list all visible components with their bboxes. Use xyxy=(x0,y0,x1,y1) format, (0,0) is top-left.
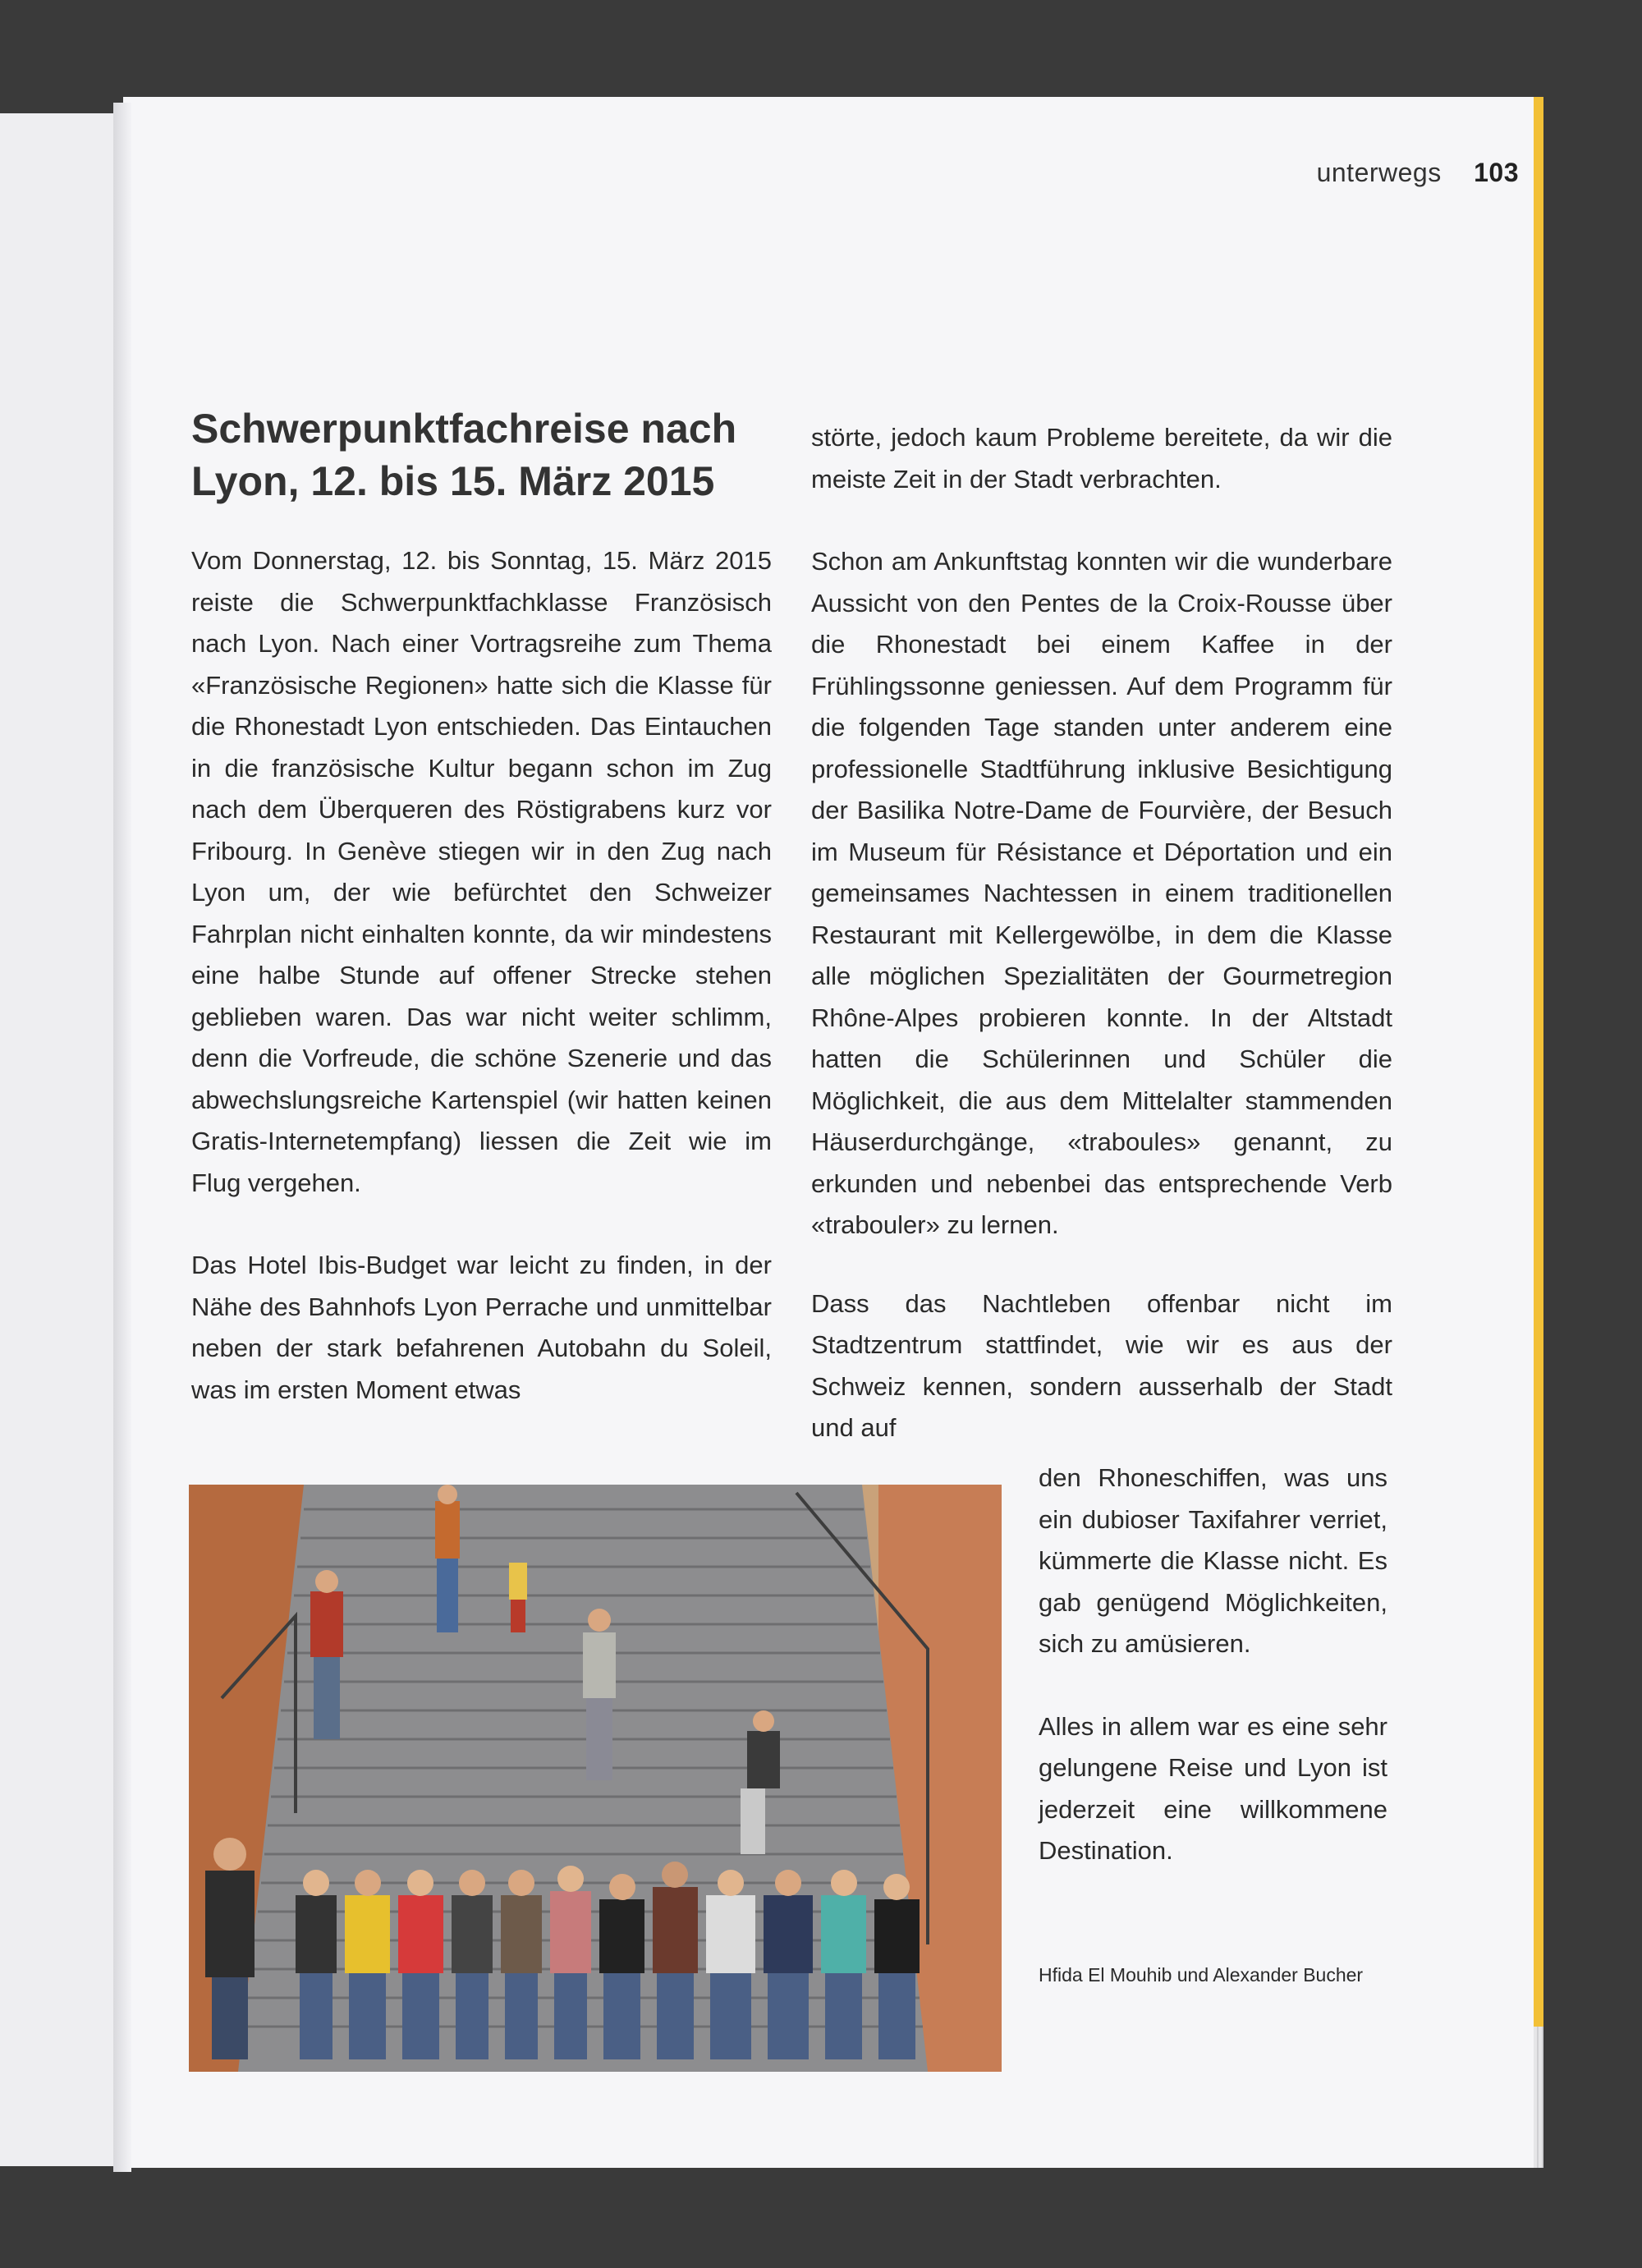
paragraph: Vom Donnerstag, 12. bis Sonntag, 15. März 2015 reiste die Schwerpunktfachklasse Französisch nach Lyon. Nach einer Vortragsreihe zum Thema «Französische Regionen» hatte sich die Klasse für die Rhonestadt Lyon entschieden. Das Eintauchen in die französische Kultur begann schon im Zug nach dem Überqueren des Röstigrabens kurz vor Fribourg. In Genève stiegen wir in den Zug nach Lyon um, der wie befürchtet den Schweizer Fahrplan nicht einhalten konnte, da wir mindestens eine halbe Stunde auf offener Strecke stehen geblieben waren. Das war nicht weiter schlimm, denn die Vorfreude, die schöne Szenerie und das abwechslungsreiche Kartenspiel (wir hatten keinen Gratis-Internetempfang) liessen die Zeit wie im Flug vergehen. xyxy=(191,546,772,1197)
group-photo xyxy=(189,1485,1002,2072)
article-title xyxy=(191,402,782,507)
running-head xyxy=(1317,158,1519,188)
book-spine xyxy=(113,103,131,2172)
paragraph: Alles in allem war es eine sehr gelungene Reise und Lyon ist jederzeit eine willkommene Destination. xyxy=(1039,1711,1387,1865)
left-column xyxy=(191,540,772,1411)
title-line-2: Lyon, 12. bis 15. März 2015 xyxy=(191,458,715,504)
paragraph: störte, jedoch kaum Probleme bereitete, da wir die meiste Zeit in der Stadt verbrachten. xyxy=(811,423,1392,494)
page-number: 103 xyxy=(1474,158,1519,187)
paragraph: Dass das Nachtleben offenbar nicht im Stadtzentrum stattfindet, wie wir es aus der Schweiz kennen, sondern ausserhalb der Stadt und auf xyxy=(811,1288,1392,1442)
paragraph: Das Hotel Ibis-Budget war leicht zu finden, in der Nähe des Bahnhofs Lyon Perrache und unmittelbar neben der stark befahrenen Autobahn du Soleil, was im ersten Moment etwas xyxy=(191,1251,772,1404)
section-label: unterwegs xyxy=(1316,158,1442,187)
wrapped-column xyxy=(1039,1458,1387,1872)
left-page-edge xyxy=(0,113,123,2166)
paragraph: Schon am Ankunftstag konnten wir die wunderbare Aussicht von den Pentes de la Croix-Rousse über die Rhonestadt bei einem Kaffee in der Frühlingssonne geniessen. Auf dem Programm für die folgenden Tage standen unter anderem eine professionelle Stadtführung inklusive Besichtigung der Basilika Notre-Dame de Fourvière, der Besuch im Museum für Résistance et Déportation und ein gemeinsames Nachtessen in einem traditionellen Restaurant mit Kellergewölbe, in dem die Klasse alle möglichen Spezialitäten der Gourmetregion Rhône-Alpes probieren konnte. In der Altstadt hatten die Schülerinnen und Schüler die Möglichkeit, die aus dem Mittelalter stammenden Häuserdurchgänge, «traboules» genannt, zu erkunden und nebenbei das entsprechende Verb «trabouler» zu lernen. xyxy=(811,547,1392,1239)
right-column xyxy=(811,417,1392,1449)
title-line-1: Schwerpunktfachreise nach xyxy=(191,406,737,452)
paragraph: den Rhoneschiffen, was uns ein dubioser Taxifahrer verriet, kümmerte die Klasse nicht. Es gab genügend Möglichkeiten, sich zu amüsieren. xyxy=(1039,1463,1387,1658)
author-signature: Hfida El Mouhib und Alexander Bucher xyxy=(1039,1964,1364,1986)
yellow-page-edge xyxy=(1534,97,1543,2027)
